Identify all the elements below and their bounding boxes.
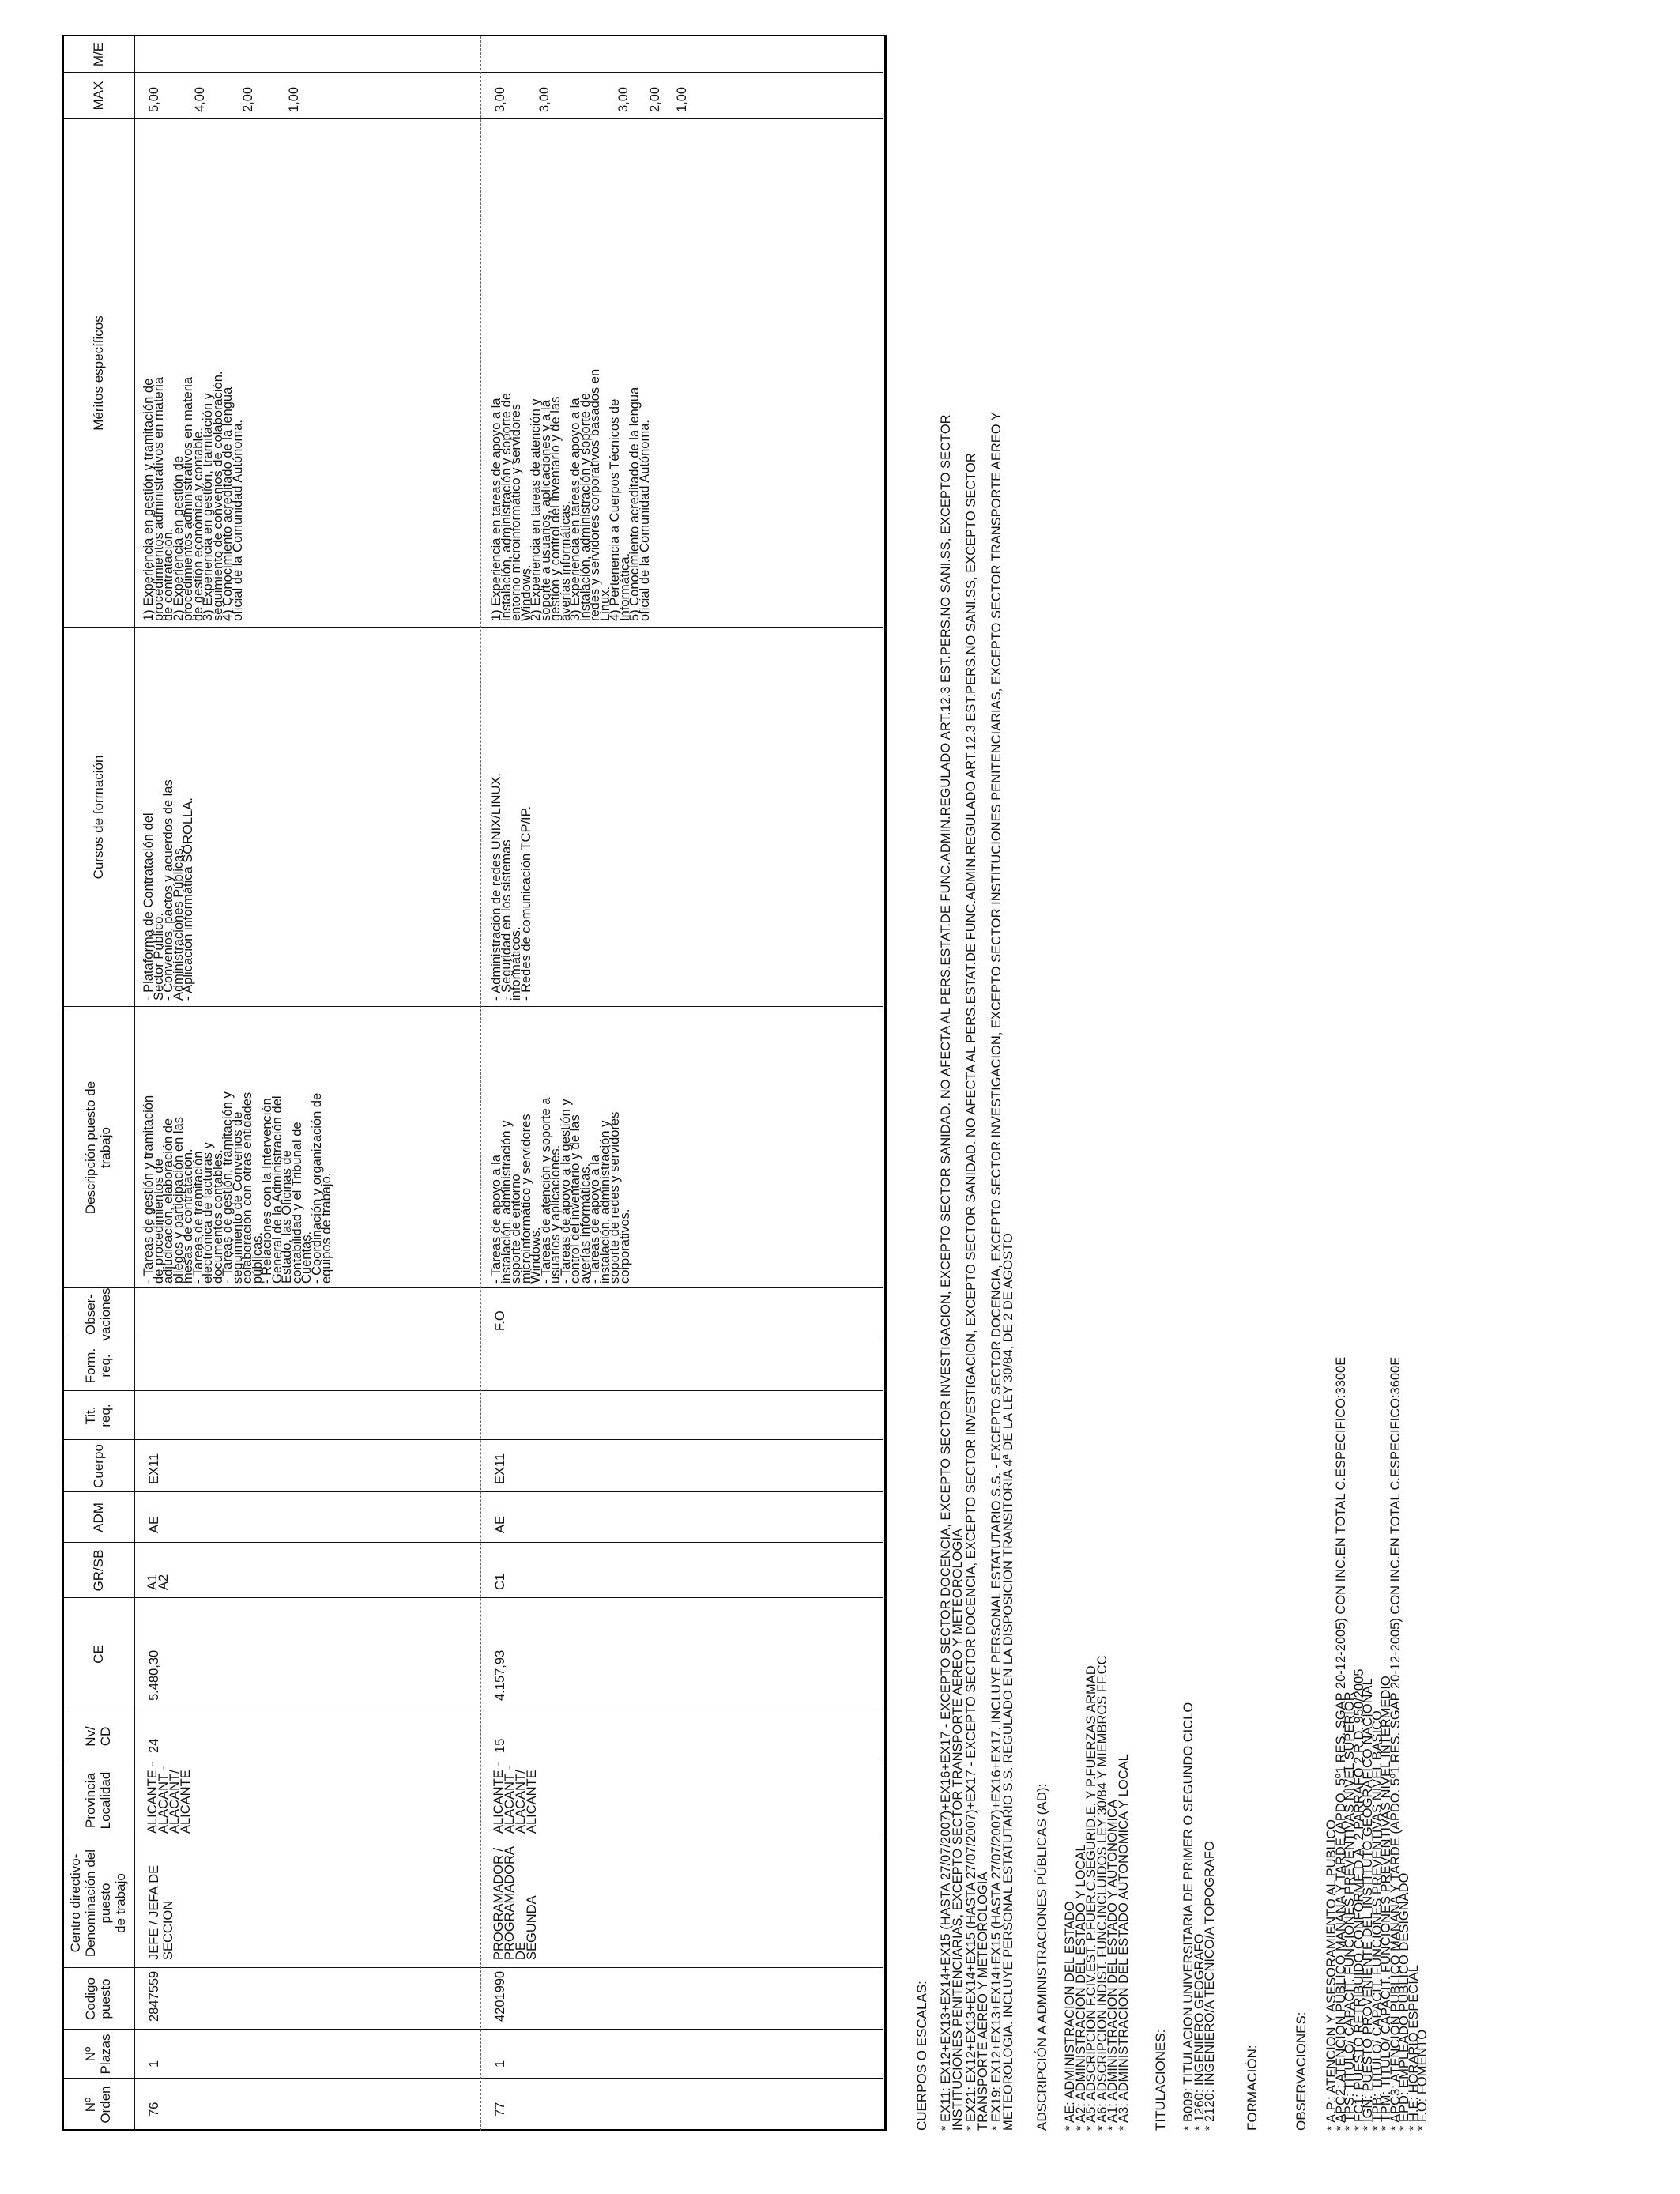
col-divider [62, 118, 883, 119]
header-cursos: Cursos de formación [90, 755, 106, 880]
header-cuerpo: Cuerpo [90, 1444, 106, 1488]
col-divider [62, 1390, 883, 1391]
cell-centro: PROGRAMADOR / PROGRAMADORA DE SEGUNDA [492, 1846, 539, 1960]
cell-cursos: - Plataforma de Contratación del Sector Público. - Convenios, pactos y acuerdos de las Administraciones Públicas. - Aplicación informática SOROLLA. [141, 779, 195, 1001]
col-divider [62, 1491, 883, 1492]
cell-cuerpo: EX11 [147, 1453, 161, 1484]
col-divider [62, 72, 883, 73]
cell-orden: 76 [147, 2102, 161, 2117]
header-meritos: Méritos específicos [90, 315, 106, 431]
cell-nv: 24 [147, 1738, 161, 1753]
header-me: M/E [90, 42, 106, 67]
col-divider [62, 2078, 883, 2079]
cell-meritos: 1) Experiencia en tareas de apoyo a la instalación, administración y soporte de entorno microinformático y servidores Windows. 2) Experiencia en tareas de atención y soporte a usuarios, aplicaciones y a la gestión y control del inventario y de las averías informáticas. 3) Experiencia en tareas de apoyo a la instalación, administración y soporte de redes y servidores corporativos basados en Linux. 4) Pertenencia a Cuerpos Técnicos de Informática. 5) Conocimiento acreditado de la lengua oficial de la Comunidad Autónoma. [489, 368, 652, 621]
cell-grsb: C1 [493, 1573, 507, 1590]
cell-cuerpo: EX11 [493, 1453, 507, 1484]
header-max: MAX [90, 81, 106, 111]
col-divider [62, 1542, 883, 1543]
cell-plazas: 1 [493, 2060, 507, 2068]
cell-obs: F.O [493, 1310, 507, 1331]
header-form: Form. req. [83, 1348, 113, 1384]
cell-ce: 4.157,93 [493, 1649, 507, 1701]
header-nv: Nv/ CD [83, 1726, 113, 1747]
cell-max: 1,00 [675, 86, 689, 112]
col-divider [62, 1287, 883, 1288]
cell-descripcion: - Tareas de gestión y tramitación de procedimientos de adjudicación, elaboración de pliegos y participación en las mesas de contratación. - Tareas de tramitación electrónica de facturas y documentos contables. - Tareas de gestión, tramitación y seguimiento de Convenios de colaboración con otras entidades públicas. - Relaciones con la Intervención General de la Administración del Estado, las Oficinas de contabilidad y el Tribunal de Cuentas. - Coordinación y organización de equipos de trabajo. [141, 1091, 333, 1284]
titulaciones-list: * B009: TITULACION UNIVERSITARIA DE PRIMER O SEGUNDO CICLO * 1260: INGENIERO GEOGRAFO * 2120: INGENIERO/A TECNICO/A TOPOGRAFO [1181, 1702, 1217, 2131]
cell-plazas: 1 [147, 2060, 161, 2068]
cell-nv: 15 [493, 1738, 507, 1753]
observaciones-title: OBSERVACIONES: [1294, 2011, 1309, 2131]
col-divider [62, 1439, 883, 1440]
header-codigo: Codigo puesto [83, 1977, 113, 2020]
col-divider [62, 627, 883, 628]
header-provincia: Provincia Localidad [83, 1771, 113, 1830]
cell-codigo: 2847559 [147, 1970, 161, 2022]
adscripcion-title: ADSCRIPCIÓN A ADMINISTRACIONES PÚBLICAS (AD): [1034, 1783, 1049, 2131]
cell-descripcion: - Tareas de apoyo a la instalación, administración y soporte de entorno microinformático y servidores Windows. - Tareas de atención y soporte a usuarios y aplicaciones. - Tareas de apoyo a la gestión y control del inventario y de las averías informáticas. - Tareas de apoyo a la instalación, administración y soporte de redes y servidores corporativos. [489, 1097, 632, 1284]
cell-max: 3,00 [616, 86, 631, 112]
positions-table [62, 36, 883, 2131]
cell-max: 4,00 [193, 86, 207, 112]
cell-max: 2,00 [241, 86, 255, 112]
header-obs: Obser- vaciones [83, 1287, 113, 1341]
header-tit: Tit. req. [83, 1404, 113, 1427]
header-descripcion: Descripción puesto de trabajo [83, 1080, 113, 1215]
cell-grsb: A1 A2 [145, 1574, 171, 1590]
col-divider [62, 1597, 883, 1598]
row-divider [480, 36, 481, 2131]
cuerpos-note: * EX21: EX12+EX13+EX14+EX15 (HASTA 27/07/2007)+EX17 - EXCEPTO SECTOR DOCENCIA, EXCEPTO SECTOR INVESTIGACION, EXCEPTO SECTOR SANIDAD. NO AFECTA AL PERS.ESTAT.DE FUNC.ADMIN.REGULADO ART.12.3 EST.PERS.NO SANI.SS, EXCEPTO SECTOR TRANSPORTE AEREO Y METEOROLOGIA [964, 453, 990, 2131]
cell-codigo: 4201990 [493, 1970, 507, 2022]
formacion-title: FORMACIÓN: [1245, 2045, 1260, 2131]
header-centro: Centro directivo- Denominación del puesto de trabajo [68, 1849, 128, 1958]
cell-adm: AE [493, 1515, 507, 1533]
col-divider [62, 2029, 883, 2030]
cell-centro: JEFE / JEFA DE SECCION [147, 1864, 175, 1960]
header-orden: Nº Orden [83, 2086, 113, 2124]
header-grsb: GR/SB [90, 1549, 106, 1592]
cell-adm: AE [147, 1515, 161, 1533]
adscripcion-list: * AE: ADMINISTRACION DEL ESTADO * A2: ADMINISTRACION DEL ESTADO Y LOCAL * A5: ADSCRIPCION F.CIV.EST. P.FUER.C.SEGURID.E. Y P.FUERZAS ARMAD * A6: ADSCRIPCION INDIST. FUNC.INCLUIDOS LEY 30/84 Y MIEMBROS FF.CC * A1: ADMINISTRACION DEL ESTADO Y AUTONOMICA * A3: ADMINISTRACION DEL ESTADO AUTONOMICA Y LOCAL [1063, 1655, 1131, 2131]
cell-max: 2,00 [648, 86, 662, 112]
cell-cursos: - Administración de redes UNIX/LINUX. - Seguridad en los sistemas informáticos. - Redes de comunicación TCP/IP. [489, 773, 533, 1001]
cell-max: 1,00 [287, 86, 301, 112]
cuerpos-note: * EX11: EX12+EX13+EX14+EX15 (HASTA 27/07/2007)+EX16+EX17 - EXCEPTO SECTOR DOCENCIA, EXCEPTO SECTOR INVESTIGACION, EXCEPTO SECTOR SANIDAD. NO AFECTA AL PERS.ESTAT.DE FUNC.ADMIN.REGULADO ART.12.3 EST.PERS.NO SANI.SS, EXCEPTO SECTOR INSTITUCIONES PENITENCIARIAS, EXCEPTO SECTOR TRANSPORTE AEREO Y METEOROLOGIA [939, 414, 965, 2131]
titulaciones-title: TITULACIONES: [1153, 2029, 1168, 2131]
header-ce: CE [90, 1645, 106, 1664]
cell-meritos: 1) Experiencia en gestión y tramitación de procedimientos administrativos en materia de contratación. 2) Experiencia en gestión de procedimientos administrativos en materia de gestión económica y contable. 3) Experiencia en gestión, tramitación y seguimiento de convenios de colaboración. 4) Conocimiento acreditado de la lengua oficial de la Comunidad Autónoma. [141, 371, 245, 621]
cell-provincia: ALICANTE - ALACANT - ALACANT/ ALICANTE [145, 1762, 193, 1834]
cuerpos-note: * EX19: EX12+EX13+EX14+EX15 (HASTA 27/07/2007)+EX16+EX17. INCLUYE PERSONAL ESTATUTARIO S.S. - EXCEPTO SECTOR DOCENCIA, EXCEPTO SECTOR INVESTIGACION, EXCEPTO SECTOR INSTITUCIONES PENITENCIARIAS, EXCEPTO SECTOR TRANSPORTE AEREO Y METEOROLOGIA. INCLUYE PERSONAL ESTATUTARIO S.S. REGULADO EN LA DISPOSICION TRANSITORIA 4ª DE LA LEY 30/84, DE 2 DE AGOSTO [989, 412, 1015, 2131]
cell-orden: 77 [493, 2102, 507, 2117]
cell-ce: 5.480,30 [147, 1649, 161, 1701]
col-divider [62, 1967, 883, 1968]
cell-provincia: ALICANTE - ALACANT - ALACANT/ ALICANTE [492, 1762, 539, 1834]
cell-max: 5,00 [147, 86, 161, 112]
cell-max: 3,00 [537, 86, 552, 112]
header-divider [134, 36, 135, 2131]
cuerpos-title: CUERPOS O ESCALAS: [914, 1981, 929, 2131]
header-adm: ADM [90, 1502, 106, 1532]
header-plazas: Nº Plazas [83, 2034, 113, 2075]
col-divider [62, 1006, 883, 1007]
cell-max: 3,00 [493, 86, 507, 112]
observaciones-list: * A.P.: ATENCION Y ASESORAMIENTO AL PUBLICO * APC2: ATENCION PUBLICO MAÑANA Y TARDE (APDO. 5º1 RES. SGAP 20-12-2005) CON INC.EN TOTAL C.ESPECIFICO:3300E * TPS: TITULO/ CAPACIT. FUNCIONES PREVENTIVAS NIVEL SUPERIOR * FC1: PUESTO RETRIBUIDO CONFORME D.A. 2 PARRAFO 2 R.D. 950/2005 * IGN: PUESTO PROVENIENTE DEL INSTITUTO GEOGRAFICO NACIONAL * TPB: TITULO/ CAPACIT. FUNCIONES PREVENTIVAS NIVEL BASICO * TPM: TITULO/ CAPACIT. FUNCIONES PREVENTIVAS NIVEL INTERMEDIO * APC3: ATENCION PUBLICO MAÑANA Y TARDE (APDO. 5º1 RES. SGAP 20-12-2005) CON INC.EN TOTAL C.ESPECIFICO:3600E * EPD: EMPLEADO PUBLICO DESIGNADO * H.E: HORARIO ESPECIAL * F.O: FOMENTO [1324, 1356, 1430, 2131]
